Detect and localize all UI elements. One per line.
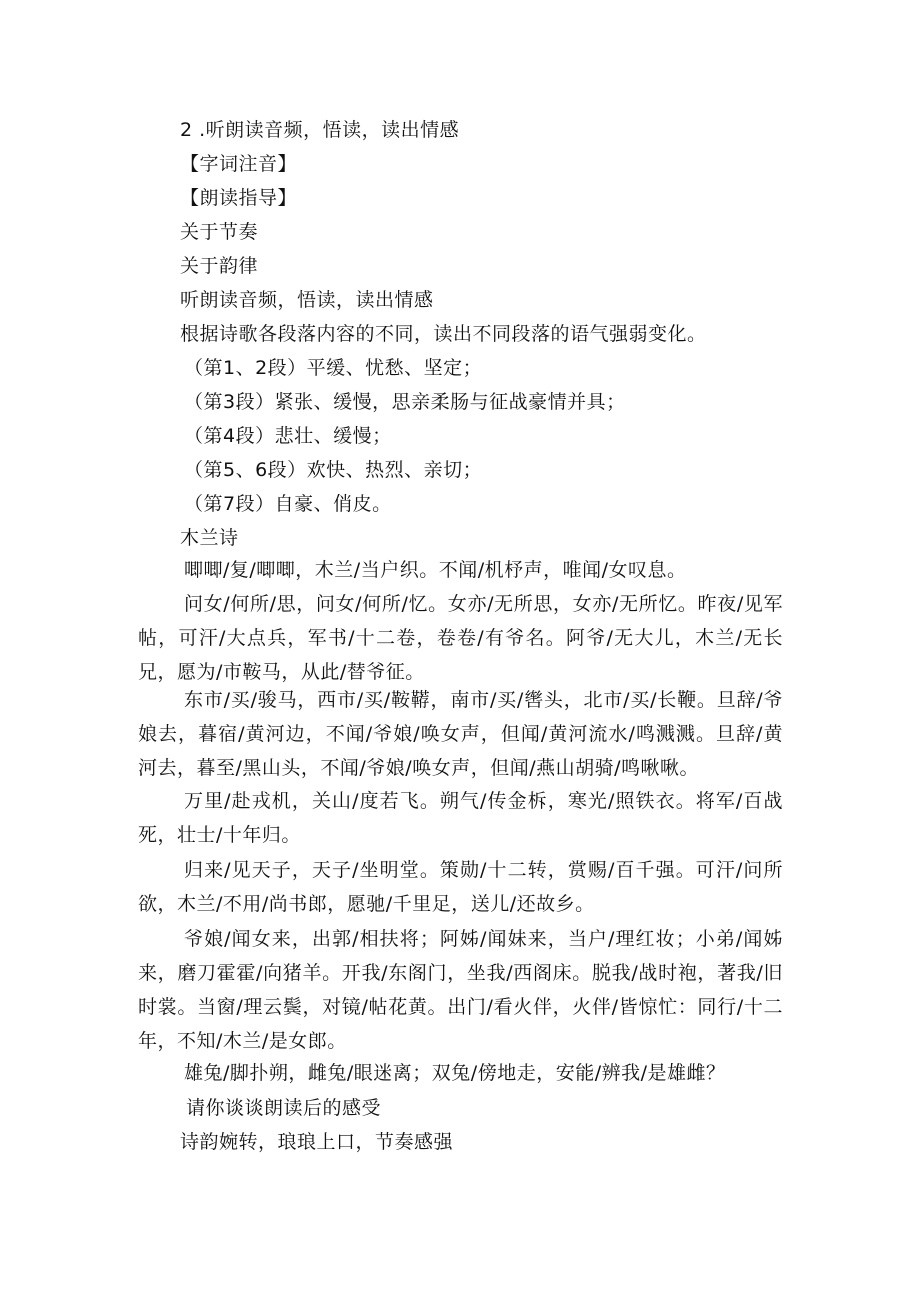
pronunciation-label: 【字词注音】 (180, 153, 298, 175)
listen-heading: 听朗读音频，悟读，读出情感 (180, 289, 434, 311)
segment-item: （第7段）自豪、俏皮。 (184, 493, 392, 515)
poem-stanza: 唧唧/复/唧唧，木兰/当户织。不闻/机杼声，唯闻/女叹息。 (184, 559, 687, 581)
poem-stanza: 归来/见天子，天子/坐明堂。策勋/十二转，赏赐/百千强。可汗/问所欲，木兰/不用/尚书郎，愿驰/千里足，送儿/还故乡。 (138, 859, 783, 915)
answer-text: 诗韵婉转，琅琅上口，节奏感强 (180, 1131, 454, 1153)
segment-item: （第4段）悲壮、缓慢； (184, 425, 392, 447)
poem-stanza: 万里/赴戎机，关山/度若飞。朔气/传金柝，寒光/照铁衣。将军/百战死，壮士/十年归。 (138, 790, 783, 846)
instruction-text: 根据诗歌各段落内容的不同，读出不同段落的语气强弱变化。 (180, 323, 707, 345)
poem-title: 木兰诗 (180, 527, 239, 549)
rhythm-heading: 关于节奏 (180, 221, 259, 243)
poem-stanza: 问女/何所/思，问女/何所/忆。女亦/无所思，女亦/无所忆。昨夜/见军帖，可汗/大点兵，军书/十二卷，卷卷/有爷名。阿爷/无大儿，木兰/无长兄，愿为/市鞍马，从此/替爷征。 (138, 593, 783, 683)
rhyme-heading: 关于韵律 (180, 255, 259, 277)
poem-stanza: 雄兔/脚扑朔，雌兔/眼迷离；双兔/傍地走，安能/辨我/是雄雌？ (184, 1062, 726, 1084)
segment-item: （第3段）紧张、缓慢，思亲柔肠与征战豪情并具； (184, 391, 626, 413)
segment-item: （第5、6段）欢快、热烈、亲切； (184, 459, 483, 481)
segment-item: （第1、2段）平缓、忧愁、坚定； (184, 357, 483, 379)
poem-stanza: 爷娘/闻女来，出郭/相扶将；阿姊/闻妹来，当户/理红妆；小弟/闻姊来，磨刀霍霍/向猪羊。开我/东阁门，坐我/西阁床。脱我/战时袍，著我/旧时裳。当窗/理云鬓，对镜/帖花黄。出门/看火伴，火伴/皆惊忙：同行/十二年，不知/木兰/是女郎。 (138, 928, 783, 1052)
section-heading: 2 .听朗读音频，悟读，读出情感 (180, 119, 460, 141)
reading-guide-label: 【朗读指导】 (180, 187, 298, 209)
question-text: 请你谈谈朗读后的感受 (186, 1097, 382, 1119)
poem-stanza: 东市/买/骏马，西市/买/鞍鞯，南市/买/辔头，北市/买/长鞭。旦辞/爷娘去，暮宿/黄河边，不闻/爷娘/唤女声，但闻/黄河流水/鸣溅溅。旦辞/黄河去，暮至/黑山头，不闻/爷娘/唤女声，但闻/燕山胡骑/鸣啾啾。 (138, 689, 783, 779)
